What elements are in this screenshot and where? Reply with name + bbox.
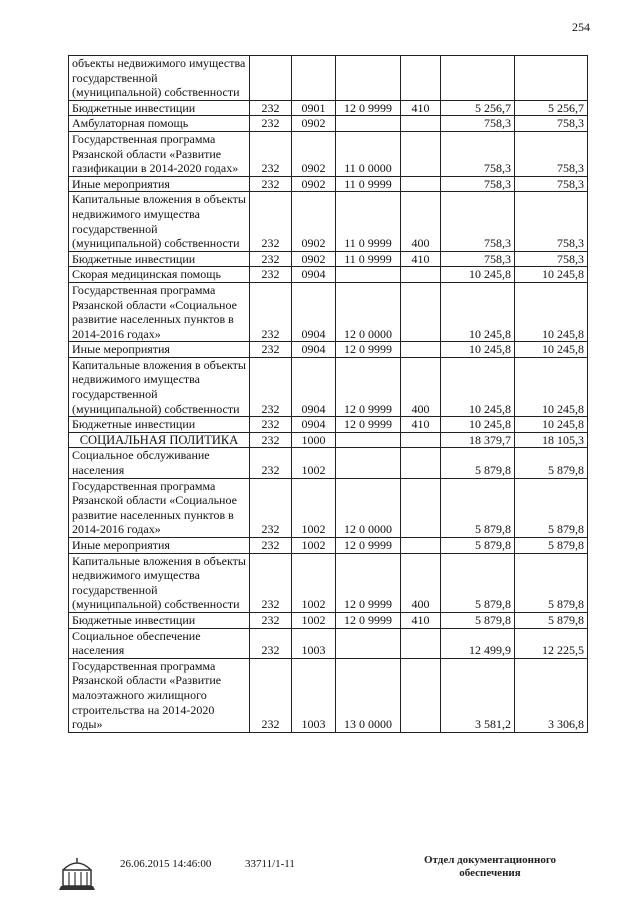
row-name: Бюджетные инвестиции	[69, 417, 250, 433]
amount-2: 10 245,8	[515, 267, 588, 283]
code-target: 12 0 9999	[336, 612, 401, 628]
code-ministry: 232	[250, 417, 292, 433]
table-row	[69, 56, 588, 101]
code-expense-type	[401, 448, 441, 478]
code-expense-type	[401, 56, 441, 101]
table-row	[69, 251, 588, 267]
amount-1: 758,3	[441, 251, 515, 267]
amount-1: 10 245,8	[441, 267, 515, 283]
code-section: 0904	[292, 357, 336, 416]
code-ministry: 232	[250, 448, 292, 478]
table-row	[69, 628, 588, 658]
amount-2: 5 879,8	[515, 448, 588, 478]
table-row	[69, 267, 588, 283]
row-name: Государственная программа Рязанской области «Развитие газификации в 2014-2020 годах»	[69, 131, 250, 176]
code-ministry: 232	[250, 538, 292, 554]
amount-2: 758,3	[515, 251, 588, 267]
code-section: 0902	[292, 192, 336, 251]
amount-2: 10 245,8	[515, 357, 588, 416]
row-name: Капитальные вложения в объекты недвижимого имущества государственной (муниципальной) собственности	[69, 192, 250, 251]
amount-2: 758,3	[515, 116, 588, 132]
amount-1: 5 879,8	[441, 612, 515, 628]
amount-2: 758,3	[515, 176, 588, 192]
code-expense-type: 410	[401, 417, 441, 433]
amount-1: 5 879,8	[441, 538, 515, 554]
footer-doc-code: 33711/1-11	[245, 858, 295, 870]
amount-2: 5 879,8	[515, 538, 588, 554]
amount-1: 12 499,9	[441, 628, 515, 658]
row-name: Скорая медицинская помощь	[69, 267, 250, 283]
amount-2: 5 256,7	[515, 100, 588, 116]
code-section	[292, 56, 336, 101]
amount-2: 5 879,8	[515, 478, 588, 537]
code-target: 11 0 9999	[336, 192, 401, 251]
table-row	[69, 176, 588, 192]
code-ministry: 232	[250, 100, 292, 116]
row-name: Государственная программа Рязанской области «Социальное развитие населенных пунктов в 2014-2016 годах»	[69, 282, 250, 341]
amount-2: 10 245,8	[515, 342, 588, 358]
page-number: 254	[572, 20, 590, 34]
amount-1: 10 245,8	[441, 282, 515, 341]
amount-2: 10 245,8	[515, 417, 588, 433]
code-ministry: 232	[250, 612, 292, 628]
table-row	[69, 478, 588, 537]
amount-1: 758,3	[441, 131, 515, 176]
table-row	[69, 538, 588, 554]
code-target: 12 0 9999	[336, 357, 401, 416]
row-name: Государственная программа Рязанской области «Социальное развитие населенных пунктов в 2014-2016 годах»	[69, 478, 250, 537]
row-name: объекты недвижимого имущества государственной (муниципальной) собственности	[69, 56, 250, 101]
page-footer	[0, 848, 640, 898]
code-ministry	[250, 56, 292, 101]
row-name: Социальное обеспечение населения	[69, 628, 250, 658]
amount-1: 758,3	[441, 116, 515, 132]
code-ministry: 232	[250, 478, 292, 537]
amount-1: 758,3	[441, 192, 515, 251]
amount-1: 10 245,8	[441, 357, 515, 416]
row-name: Иные мероприятия	[69, 538, 250, 554]
table-row	[69, 658, 588, 732]
table-row	[69, 282, 588, 341]
code-section: 1003	[292, 658, 336, 732]
amount-2	[515, 56, 588, 101]
row-name: СОЦИАЛЬНАЯ ПОЛИТИКА	[69, 432, 250, 448]
code-target: 12 0 9999	[336, 100, 401, 116]
code-expense-type: 400	[401, 553, 441, 612]
code-section: 1000	[292, 432, 336, 448]
table-row	[69, 131, 588, 176]
table-row	[69, 192, 588, 251]
table-row	[69, 553, 588, 612]
code-section: 0904	[292, 267, 336, 283]
amount-1: 10 245,8	[441, 417, 515, 433]
amount-2: 3 306,8	[515, 658, 588, 732]
code-expense-type	[401, 538, 441, 554]
code-target: 12 0 0000	[336, 478, 401, 537]
code-expense-type	[401, 478, 441, 537]
amount-2: 758,3	[515, 131, 588, 176]
row-name: Государственная программа Рязанской области «Развитие малоэтажного жилищного строительства на 2014-2020 годы»	[69, 658, 250, 732]
amount-1: 758,3	[441, 176, 515, 192]
code-target	[336, 56, 401, 101]
code-expense-type: 400	[401, 192, 441, 251]
code-expense-type: 410	[401, 612, 441, 628]
footer-datetime: 26.06.2015 14:46:00	[120, 858, 212, 870]
row-name: Бюджетные инвестиции	[69, 612, 250, 628]
code-section: 0904	[292, 342, 336, 358]
table-row	[69, 448, 588, 478]
amount-2: 12 225,5	[515, 628, 588, 658]
row-name: Иные мероприятия	[69, 342, 250, 358]
amount-1: 10 245,8	[441, 342, 515, 358]
amount-1: 5 879,8	[441, 478, 515, 537]
amount-2: 758,3	[515, 192, 588, 251]
amount-2: 5 879,8	[515, 553, 588, 612]
amount-2: 18 105,3	[515, 432, 588, 448]
code-ministry: 232	[250, 658, 292, 732]
table-row	[69, 116, 588, 132]
code-expense-type	[401, 628, 441, 658]
code-section: 0902	[292, 176, 336, 192]
code-expense-type	[401, 658, 441, 732]
code-ministry: 232	[250, 628, 292, 658]
code-section: 0902	[292, 251, 336, 267]
table-row	[69, 612, 588, 628]
code-ministry: 232	[250, 176, 292, 192]
code-ministry: 232	[250, 553, 292, 612]
code-target: 11 0 9999	[336, 251, 401, 267]
code-target: 12 0 9999	[336, 417, 401, 433]
budget-table	[68, 55, 588, 733]
code-target: 12 0 9999	[336, 553, 401, 612]
row-name: Социальное обслуживание населения	[69, 448, 250, 478]
code-section: 1002	[292, 538, 336, 554]
code-expense-type	[401, 267, 441, 283]
code-section: 1002	[292, 612, 336, 628]
code-target	[336, 628, 401, 658]
code-section: 0902	[292, 116, 336, 132]
footer-department: Отдел документационного обеспечения	[423, 854, 557, 879]
code-ministry: 232	[250, 282, 292, 341]
amount-2: 10 245,8	[515, 282, 588, 341]
table-row	[69, 100, 588, 116]
code-section: 0902	[292, 131, 336, 176]
row-name: Капитальные вложения в объекты недвижимого имущества государственной (муниципальной) собственности	[69, 553, 250, 612]
code-target: 12 0 0000	[336, 282, 401, 341]
row-name: Капитальные вложения в объекты недвижимого имущества государственной (муниципальной) собственности	[69, 357, 250, 416]
row-name: Бюджетные инвестиции	[69, 100, 250, 116]
code-expense-type	[401, 176, 441, 192]
code-ministry: 232	[250, 357, 292, 416]
amount-1: 5 879,8	[441, 448, 515, 478]
amount-1: 18 379,7	[441, 432, 515, 448]
code-expense-type	[401, 342, 441, 358]
code-ministry: 232	[250, 267, 292, 283]
table-row	[69, 357, 588, 416]
amount-1: 3 581,2	[441, 658, 515, 732]
code-expense-type: 410	[401, 100, 441, 116]
row-name: Иные мероприятия	[69, 176, 250, 192]
amount-1	[441, 56, 515, 101]
code-target: 13 0 0000	[336, 658, 401, 732]
code-section: 0904	[292, 282, 336, 341]
code-section: 1002	[292, 448, 336, 478]
code-target	[336, 432, 401, 448]
table-row	[69, 342, 588, 358]
code-expense-type: 400	[401, 357, 441, 416]
code-section: 1003	[292, 628, 336, 658]
row-name: Амбулаторная помощь	[69, 116, 250, 132]
code-section: 1002	[292, 553, 336, 612]
code-section: 0904	[292, 417, 336, 433]
code-ministry: 232	[250, 131, 292, 176]
code-expense-type	[401, 282, 441, 341]
amount-2: 5 879,8	[515, 612, 588, 628]
code-target	[336, 448, 401, 478]
amount-1: 5 879,8	[441, 553, 515, 612]
code-section: 0901	[292, 100, 336, 116]
code-target	[336, 116, 401, 132]
code-ministry: 232	[250, 192, 292, 251]
table-row	[69, 417, 588, 433]
amount-1: 5 256,7	[441, 100, 515, 116]
code-target: 12 0 9999	[336, 538, 401, 554]
code-ministry: 232	[250, 342, 292, 358]
code-expense-type	[401, 131, 441, 176]
code-target	[336, 267, 401, 283]
code-ministry: 232	[250, 251, 292, 267]
code-target: 12 0 9999	[336, 342, 401, 358]
coat-of-arms-icon	[55, 856, 99, 895]
code-expense-type: 410	[401, 251, 441, 267]
code-expense-type	[401, 432, 441, 448]
code-ministry: 232	[250, 116, 292, 132]
code-target: 11 0 9999	[336, 176, 401, 192]
code-target: 11 0 0000	[336, 131, 401, 176]
row-name: Бюджетные инвестиции	[69, 251, 250, 267]
code-section: 1002	[292, 478, 336, 537]
code-ministry: 232	[250, 432, 292, 448]
code-expense-type	[401, 116, 441, 132]
table-row	[69, 432, 588, 448]
